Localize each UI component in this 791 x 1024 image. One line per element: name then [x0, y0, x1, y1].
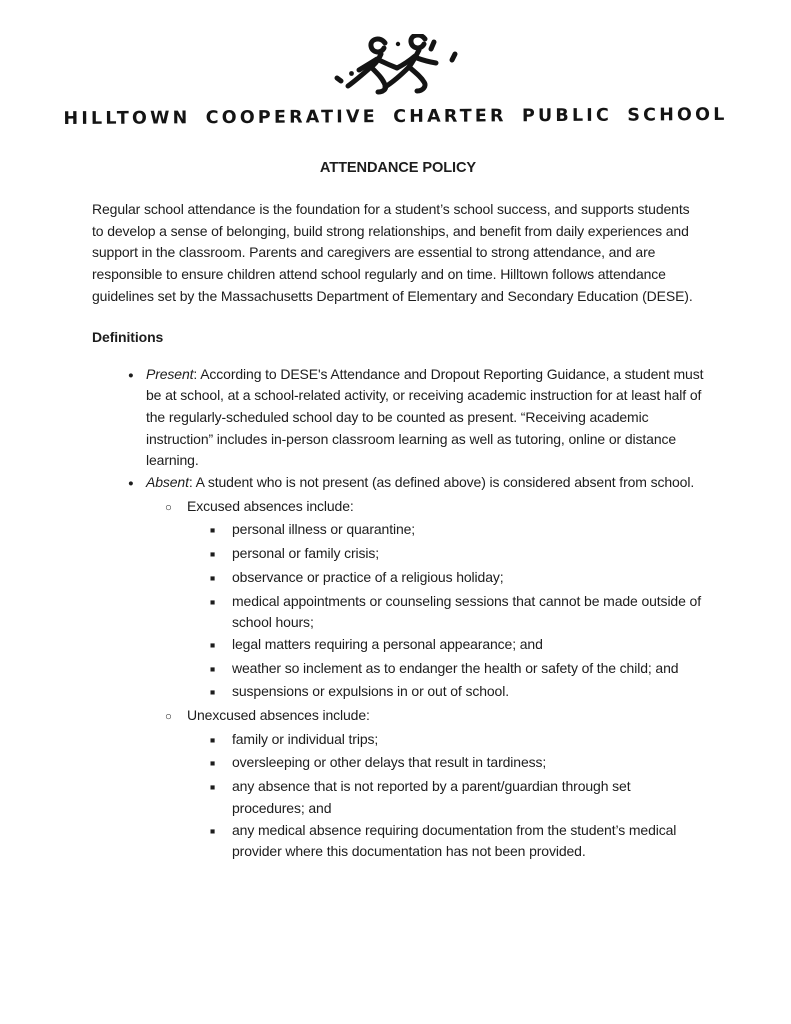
list-item-excused-3 — [92, 567, 704, 591]
document-title: ATTENDANCE POLICY — [319, 160, 477, 176]
present-term: Present — [146, 365, 194, 382]
list-item-unexcused-heading — [92, 705, 704, 729]
unexcused-item: any absence that is not reported by a parent/guardian through set procedures; and — [232, 778, 631, 816]
disc-bullet-marker — [128, 364, 146, 388]
absent-text: : A student who is not present (as defined above) is considered absent from school. — [188, 474, 695, 491]
excused-item: legal matters requiring a personal appearance; and — [232, 635, 543, 652]
list-item-excused-6 — [92, 658, 704, 682]
excused-item: suspensions or expulsions in or out of school. — [232, 683, 509, 700]
square-bullet-marker — [210, 567, 232, 591]
list-item-unexcused-1 — [92, 729, 704, 753]
list-item-unexcused-3 — [92, 776, 704, 819]
definitions-list — [92, 364, 704, 863]
list-item-excused-7 — [92, 681, 704, 705]
list-item-excused-heading — [92, 496, 704, 520]
list-item-absent — [92, 472, 704, 496]
unexcused-item: oversleeping or other delays that result in tardiness; — [232, 754, 547, 771]
list-item-excused-2 — [92, 543, 704, 567]
unexcused-heading: Unexcused absences include: — [187, 707, 370, 724]
excused-item: personal illness or quarantine; — [232, 521, 416, 538]
square-bullet-marker — [210, 820, 232, 844]
unexcused-item: any medical absence requiring documentation from the student’s medical provider where this documentation has not been provided. — [232, 821, 677, 860]
list-item-present — [92, 364, 704, 473]
excused-item: personal or family crisis; — [232, 545, 380, 562]
two-children-running-icon — [321, 34, 471, 98]
definitions-heading: Definitions — [92, 328, 164, 345]
excused-item: weather so inclement as to endanger the health or safety of the child; and — [232, 659, 679, 676]
present-definition — [146, 364, 704, 473]
school-name: HILLTOWN COOPERATIVE CHARTER PUBLIC SCHOOL — [63, 104, 728, 130]
square-bullet-marker — [210, 681, 232, 705]
square-bullet-marker — [210, 634, 232, 658]
excused-item: observance or practice of a religious holiday; — [232, 568, 504, 585]
square-bullet-marker — [210, 729, 232, 753]
excused-item: medical appointments or counseling sessions that cannot be made outside of school hours; — [232, 592, 701, 631]
square-bullet-marker — [210, 543, 232, 567]
square-bullet-marker — [210, 591, 232, 615]
intro-paragraph: Regular school attendance is the foundation for a student’s school success, and supports students to develop a sense of belonging, build strong relationships, and benefit from daily experiences and support in the classroom. Parents and caregivers are essential to strong attendance, and are responsible to ensure children attend school regularly and on time. Hilltown follows attendance guidelines set by the Massachusetts Department of Elementary and Secondary Education (DESE). — [92, 201, 693, 304]
unexcused-item: family or individual trips; — [232, 730, 379, 747]
absent-term: Absent — [146, 474, 189, 491]
circle-bullet-marker — [165, 496, 187, 520]
square-bullet-marker — [210, 776, 232, 800]
square-bullet-marker — [210, 658, 232, 682]
circle-bullet-marker — [165, 705, 187, 729]
list-item-excused-5 — [92, 634, 704, 658]
absent-definition — [146, 472, 704, 494]
school-logo — [0, 0, 791, 130]
square-bullet-marker — [210, 752, 232, 776]
list-item-excused-1 — [92, 519, 704, 543]
present-text: : According to DESE's Attendance and Dropout Reporting Guidance, a student must be at school, at a school-related activity, or receiving academic instruction for at least half of the regularly-scheduled school day to be counted as present. “Receiving academic instruction” includes in-person classroom learning as well as tutoring, online or distance learning. — [146, 365, 704, 469]
list-item-unexcused-4 — [92, 820, 704, 863]
square-bullet-marker — [210, 519, 232, 543]
list-item-excused-4 — [92, 591, 704, 634]
document-body — [92, 160, 704, 863]
excused-heading: Excused absences include: — [187, 497, 354, 514]
disc-bullet-marker — [128, 472, 146, 496]
list-item-unexcused-2 — [92, 752, 704, 776]
